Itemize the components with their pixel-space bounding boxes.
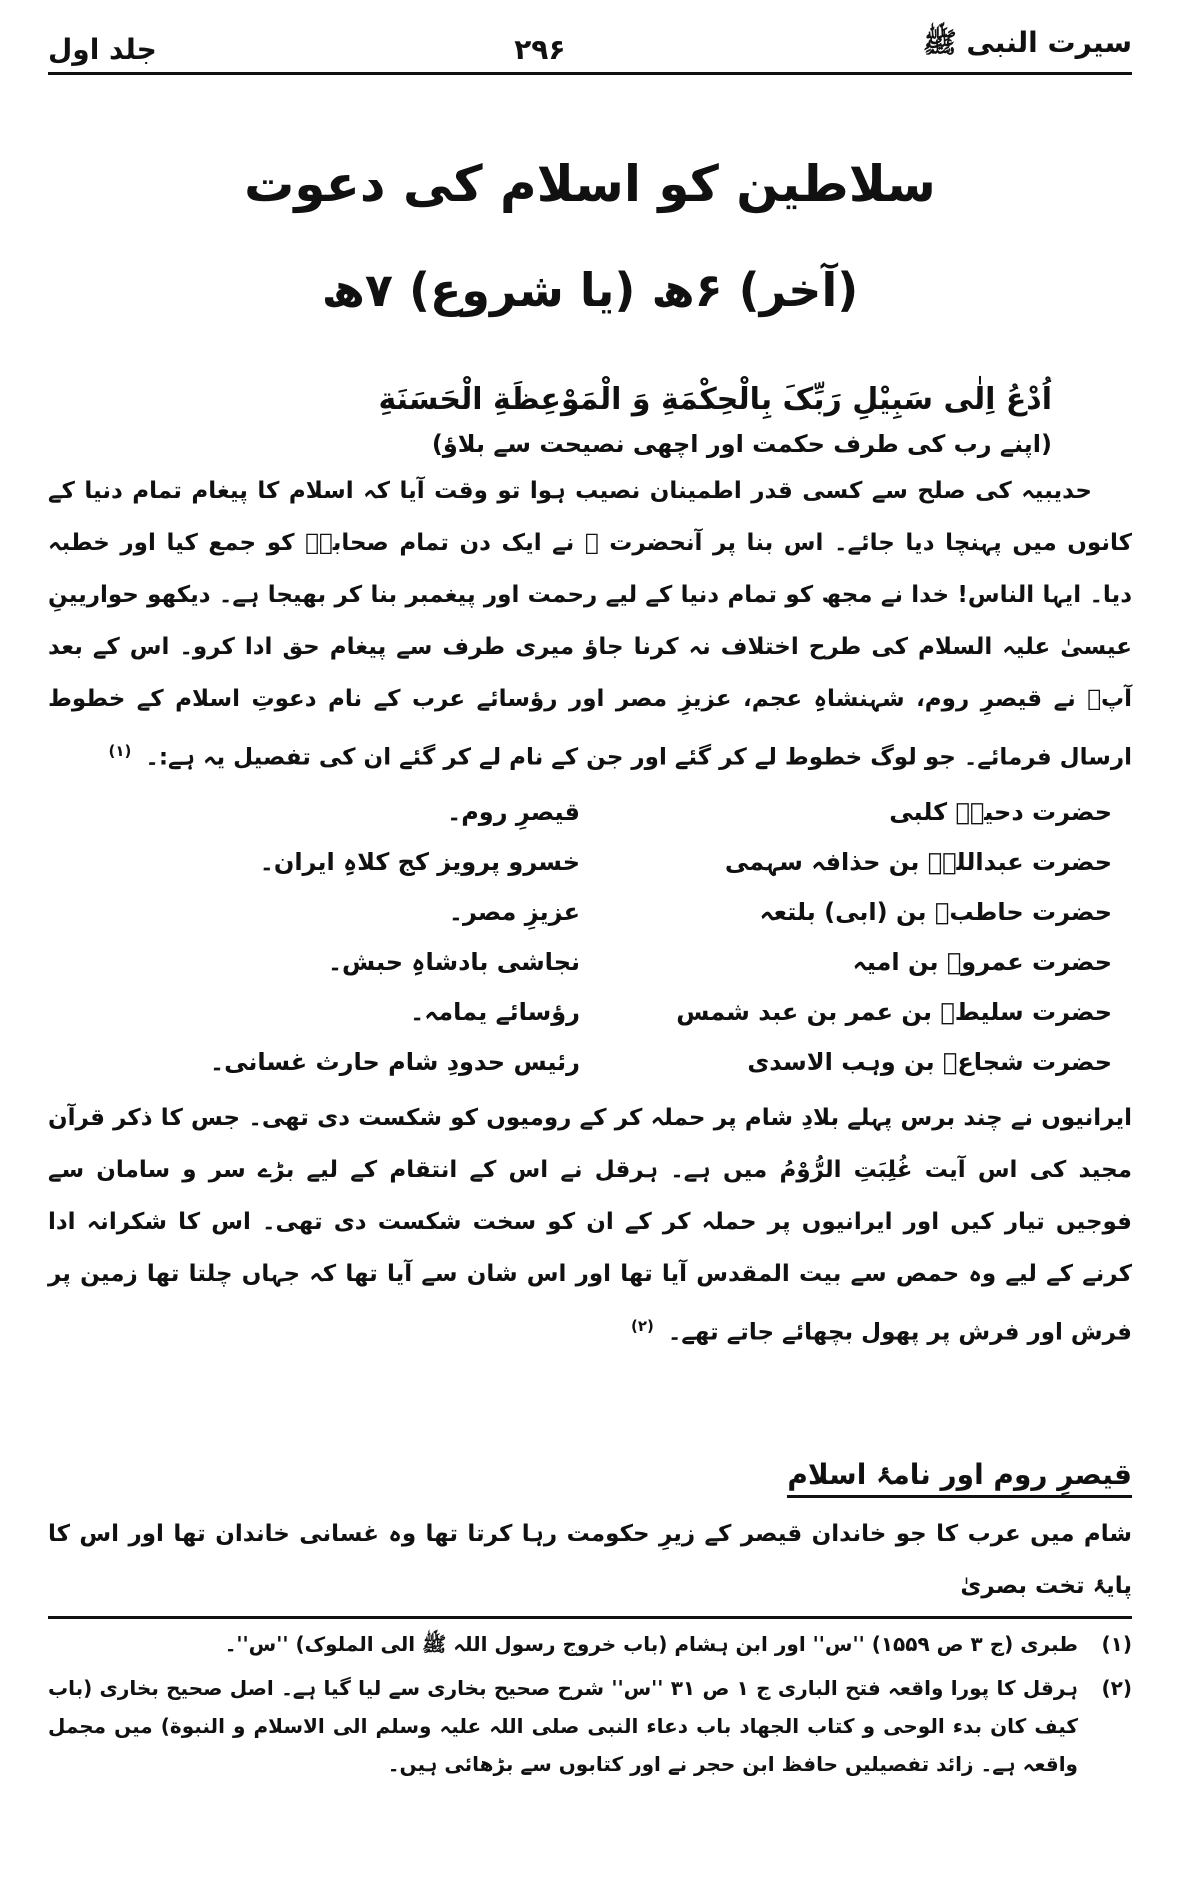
- page-header: [48, 26, 1132, 75]
- envoy-recipient: قیصرِ روم۔: [447, 797, 580, 826]
- text-line: جائے۔ اس بنا پر آنحضرت ﷺ نے ایک دن تمام صحابہؓ کو جمع کیا اور خطبہ دیا۔ ایہا الناس! خدا نے مجھ کو تمام دنیا: [48, 530, 1132, 608]
- text-line: ایرانیوں پر حملہ کر کے ان کو سخت شکست دی تھی۔ اس کا شکرانہ ادا کرنے کے لیے وہ حمص سے بیت المقدس آیا تھا: [48, 1208, 1132, 1287]
- footnote-2: [48, 1669, 1132, 1783]
- footnote-text: حجر نے اور کتابوں سے بڑھائی ہیں۔: [387, 1752, 736, 1777]
- footnotes: [48, 1625, 1132, 1783]
- section-first-line: [48, 1508, 1132, 1612]
- envoys-list: [48, 792, 1132, 1082]
- text-line: حدیبیہ کی صلح سے کسی قدر اطمینان نصیب ہوا تو وقت آیا کہ اسلام کا پیغام تمام دنیا کے کانوں میں پہنچا دیا: [48, 478, 1132, 556]
- footnote-text: طبری (ج ۳ ص ۱۵۵۹) ''س'' اور ابن ہشام (باب خروج رسول اللہ ﷺ الی الملوک) ''س''۔: [224, 1632, 1078, 1657]
- envoy-name: حضرت سلیطؓ بن عمر بن عبد شمس: [676, 997, 1112, 1026]
- text-line: کے لیے رحمت اور پیغمبر بنا کر بھیجا ہے۔ دیکھو حواریینِ عیسیٰ علیہ السلام کی طرح اختلاف نہ کرنا جاؤ میری طرف سے: [48, 582, 1132, 660]
- footnote-number: (۱): [1101, 1632, 1132, 1657]
- footnote-ref-2[interactable]: (۲): [631, 1316, 654, 1335]
- envoy-recipient: عزیزِ مصر۔: [448, 897, 580, 926]
- chapter-subtitle: (آخر) ۶ھ (یا شروع) ۷ھ: [321, 263, 859, 317]
- running-title: سیرت النبی ﷺ: [922, 26, 1132, 59]
- envoy-name: حضرت عبداللہؓ بن حذافہ سہمی: [724, 847, 1112, 876]
- text-line: ایرانیوں نے چند برس پہلے بلادِ شام پر حملہ کر کے رومیوں کو شکست دی تھی۔ جس کا ذکر قرآن مجید کی اس: [48, 1104, 1132, 1183]
- footnote-text-block: [48, 1669, 1078, 1783]
- text-line: پیغام حق ادا کرو۔ اس کے بعد آپؐ نے قیصرِ روم، شہنشاہِ عجم، عزیزِ مصر اور رؤسائے عرب کے نام دعوتِ اسلام کے: [48, 634, 1132, 712]
- text-line: خطوط ارسال فرمائے۔ جو لوگ خطوط لے کر گئے اور جن کے نام لے کر گئے ان کی تفصیل یہ ہے:۔: [48, 686, 1132, 771]
- envoy-recipient: خسرو پرویز کج کلاہِ ایران۔: [259, 847, 580, 876]
- page-number: ۲۹۶: [514, 33, 566, 66]
- paragraph-1: [48, 465, 1132, 784]
- text-line: شام میں عرب کا جو خاندان قیصر کے زیرِ حکومت رہا کرتا تھا وہ غسانی خاندان تھا اور اس کا پایۂ تخت بصریٰ: [48, 1521, 1132, 1600]
- envoy-name: حضرت عمروؓ بن امیہ: [852, 947, 1112, 976]
- footnote-separator: [48, 1616, 1132, 1619]
- footnote-text: کتاب الجهاد باب دعاء النبی صلی اللہ علیہ وسلم الی الاسلام و النبوة) میں مجمل واقعہ ہے۔ زائد تفصیلیں حافظ ابن: [48, 1714, 1078, 1777]
- envoy-name: حضرت حاطبؓ بن (ابی) بلتعہ: [759, 897, 1112, 926]
- footnote-text: ہرقل کا پورا واقعہ فتح الباری ج ۱ ص ۳۱ ''س'' شرح صحیح بخاری سے لیا گیا ہے۔ اصل صحیح بخاری (باب کیف کان بدء الوحی و: [48, 1676, 1078, 1739]
- footnote-ref-1[interactable]: (۱): [108, 742, 132, 760]
- text-line: آیت غُلِبَتِ الرُّوْمُ میں ہے۔ ہرقل نے اس کے انتقام کے لیے بڑے سر و سامان سے فوجیں تیار کیں اور: [48, 1156, 1132, 1235]
- envoy-name: حضرت شجاعؓ بن وہب الاسدی: [747, 1047, 1112, 1076]
- footnote-1: [48, 1625, 1132, 1663]
- volume-label: جلد اول: [48, 33, 157, 66]
- section-heading: قیصرِ روم اور نامۂ اسلام: [787, 1458, 1132, 1498]
- envoy-recipient: رئیس حدودِ شام حارث غسانی۔: [210, 1047, 580, 1076]
- paragraph-2: [48, 1092, 1132, 1359]
- text-line: اور اس شان سے آیا تھا کہ جہاں چلتا تھا زمین پر فرش اور فرش پر پھول بچھائے جاتے تھے۔: [48, 1260, 1132, 1346]
- quran-verse: اُدْعُ اِلٰی سَبِیْلِ رَبِّکَ بِالْحِکْمَةِ وَ الْمَوْعِظَةِ الْحَسَنَةِ: [378, 382, 1052, 417]
- verse-translation: (اپنے رب کی طرف حکمت اور اچھی نصیحت سے بلاؤ): [431, 430, 1052, 458]
- envoy-recipient: رؤسائے یمامہ۔: [410, 997, 580, 1026]
- footnote-number: (۲): [1101, 1676, 1132, 1701]
- envoy-recipient: نجاشی بادشاہِ حبش۔: [327, 947, 580, 976]
- envoy-name: حضرت دحیہؓ کلبی: [889, 797, 1112, 826]
- section-heading-wrap: [48, 1458, 1132, 1498]
- chapter-title: سلاطین کو اسلام کی دعوت: [244, 155, 936, 213]
